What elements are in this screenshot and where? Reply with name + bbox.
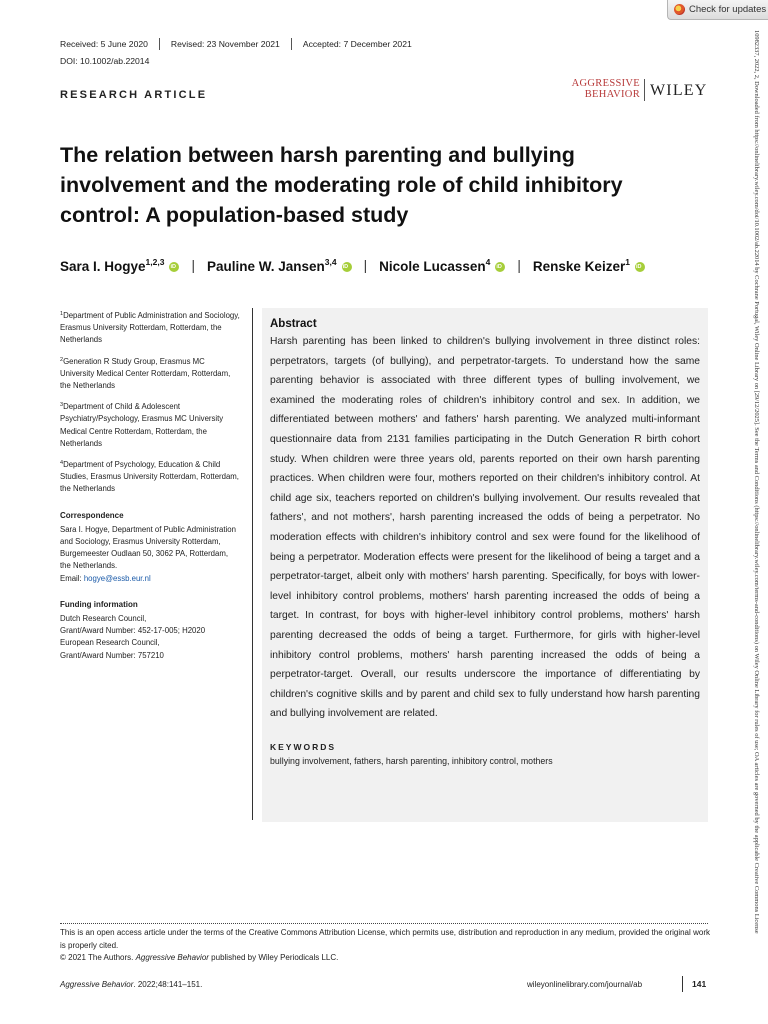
abstract-panel	[262, 308, 708, 822]
journal-logo	[566, 79, 640, 100]
affiliation	[60, 354, 240, 393]
revised-date: Revised: 23 November 2021	[159, 38, 291, 50]
affiliation	[60, 308, 240, 347]
copyright-prefix: © 2021 The Authors.	[60, 953, 136, 962]
article-title: The relation between harsh parenting and bullying involvement and the moderating role of child inhibitory control: A population-based study	[60, 143, 623, 227]
footer-divider	[60, 923, 708, 924]
orcid-icon[interactable]	[495, 262, 505, 272]
copyright-suffix: published by Wiley Periodicals LLC.	[208, 953, 339, 962]
keywords-text: bullying involvement, fathers, harsh parenting, inhibitory control, mothers	[270, 755, 553, 766]
author[interactable]	[60, 257, 164, 274]
abstract-heading: Abstract	[270, 318, 317, 330]
affiliation-number: 3	[60, 402, 64, 409]
affiliation-text: Department of Child & Adolescent Psychiatry/Psychology, Erasmus MC University Medical Centre Rotterdam, Rotterdam, the Netherlands	[60, 402, 224, 448]
author-separator: |	[363, 258, 368, 273]
copyright	[60, 953, 338, 962]
author-separator: |	[191, 258, 195, 273]
author-name: Renske Keizer	[532, 259, 626, 274]
author[interactable]	[207, 257, 337, 274]
article-dates	[60, 38, 423, 50]
author-separator: |	[517, 258, 521, 273]
affiliation-number: 4	[60, 460, 64, 467]
column-divider	[252, 308, 253, 820]
affiliation-text: Department of Public Administration and Sociology, Erasmus University Rotterdam, Rotterdam, the Netherlands	[60, 311, 240, 345]
funding-line: Grant/Award Number: 452-17-005; H2020	[60, 626, 206, 636]
affiliation-number: 1	[60, 311, 64, 317]
correspondence-text	[60, 524, 240, 585]
footer-citation	[60, 980, 202, 989]
author-name: Pauline W. Jansen	[206, 259, 325, 274]
author-affiliation: 4	[485, 257, 491, 267]
affiliation	[60, 399, 240, 450]
affiliations-column	[60, 308, 240, 662]
journal-url-link[interactable]: wileyonlinelibrary.com/journal/ab	[527, 980, 643, 989]
article-type: RESEARCH ARTICLE	[60, 89, 208, 101]
footer-journal-name: Aggressive Behavior	[60, 980, 134, 989]
journal-logo-line2: BEHAVIOR	[584, 88, 640, 100]
accepted-date: Accepted: 7 December 2021	[291, 38, 423, 50]
funding-line: Dutch Research Council,	[60, 614, 147, 624]
received-date: Received: 5 June 2020	[60, 39, 148, 49]
doi: DOI: 10.1002/ab.22014	[60, 56, 150, 66]
keywords-heading: KEYWORDS	[270, 741, 337, 752]
orcid-icon[interactable]	[635, 262, 645, 272]
abstract-text: Harsh parenting has been linked to children's bullying involvement in three distinct roles: perpetrators, targets (of bullying), and perpetrator-targets. To understand how the same parenting behavior is associated with three different types of bulling involvement, we examined the moderating roles of children's inhibitory control and sex. In addition, we differentiated between mothers' and fathers' harsh parenting. We analyzed multi-informant questionnaire data from 2131 families participating in the Dutch Generation R birth cohort study. When children were three years old, parents reported on their own harsh parenting practices. When children were four, mothers reported on their children's inhibitory control. At child age six, teachers reported on children's bullying involvement. Our results revealed that fathers', and not mothers', harsh parenting increased the odds of being a perpetrator. No moderation effects with children's inhibitory control and sex were found for the likelihood of being a perpetrator. Moderation effects were present for the likelihood of being a target and a perpetrator-target, albeit only with mothers' harsh parenting. Specifically, for boys with lower-level inhibitory control problems, mothers' harsh parenting increased the odds of being a target. In contrast, for boys with higher-level inhibitory control problems, mothers' harsh parenting decreased the odds of being a target. Furthermore, for girls with higher-level inhibitory control problems, mothers' harsh parenting increased the odds of being a perpetrator-target. Overall, our results underscore the importance of differentiating by children's cognitive skills and by parent and child sex to fully understand how harsh parenting and bullying involvement are related.	[270, 336, 700, 720]
footer-divider-bar	[682, 976, 683, 992]
funding-line: European Research Council,	[60, 638, 160, 648]
author[interactable]	[533, 257, 630, 274]
orcid-icon[interactable]	[169, 262, 179, 272]
author-affiliation: 1	[625, 257, 630, 267]
funding-heading: Funding information	[60, 599, 138, 609]
email-link[interactable]: hogye@essb.eur.nl	[83, 573, 151, 583]
affiliation	[60, 457, 240, 496]
funding-text	[60, 613, 240, 662]
check-for-updates-label: Check for updates	[689, 4, 767, 15]
license-text: This is an open access article under the terms of the Creative Commons Attribution License, which permits use, distribution and reproduction in any medium, provided the original work is properly cited.	[60, 928, 710, 950]
footer-citation-details: . 2022;48:141–151.	[133, 980, 203, 989]
author-name: Nicole Lucassen	[379, 259, 486, 274]
journal-logo-line1: AGGRESSIVE	[571, 78, 640, 89]
orcid-icon[interactable]	[342, 262, 352, 272]
affiliation-text: Department of Psychology, Education & Child Studies, Erasmus University Rotterdam, Rotterdam, the Netherlands	[60, 460, 239, 494]
author-list	[60, 257, 720, 274]
copyright-journal: Aggressive Behavior	[135, 953, 209, 962]
author-affiliation: 3,4	[324, 257, 337, 267]
author-name: Sara I. Hogye	[60, 259, 146, 274]
author-affiliation: 1,2,3	[145, 257, 165, 267]
email-label: Email:	[60, 573, 84, 583]
download-banner: 10982337, 2022, 2, Downloaded from https://onlinelibrary.wiley.com/doi/10.1002/ab.22014 by Cochrane Portugal, Wiley Online Library on [29/12/2025]. See the Terms and Conditions (https://onlinelibrary.wiley.com/terms-and-conditions) on Wiley Online Library for rules of use; OA articles are governed by the applicable Creative Commons License	[753, 30, 760, 934]
correspondence-address: Sara I. Hogye, Department of Public Administration and Sociology, Erasmus University Rotterdam, Burgemeester Oudlaan 50, 3062 PA, Rotterdam, the Netherlands.	[60, 524, 236, 571]
funding-line: Grant/Award Number: 757210	[60, 650, 164, 660]
logo-divider	[644, 79, 645, 101]
correspondence-heading: Correspondence	[60, 510, 124, 520]
check-for-updates-button[interactable]	[667, 0, 768, 20]
crossmark-icon	[674, 4, 685, 15]
page-number: 141	[692, 979, 707, 989]
author[interactable]	[379, 257, 490, 274]
affiliation-text: Generation R Study Group, Erasmus MC University Medical Center Rotterdam, Rotterdam, the Netherlands	[60, 356, 231, 391]
affiliation-number: 2	[60, 356, 64, 363]
publisher-logo: WILEY	[650, 82, 708, 99]
